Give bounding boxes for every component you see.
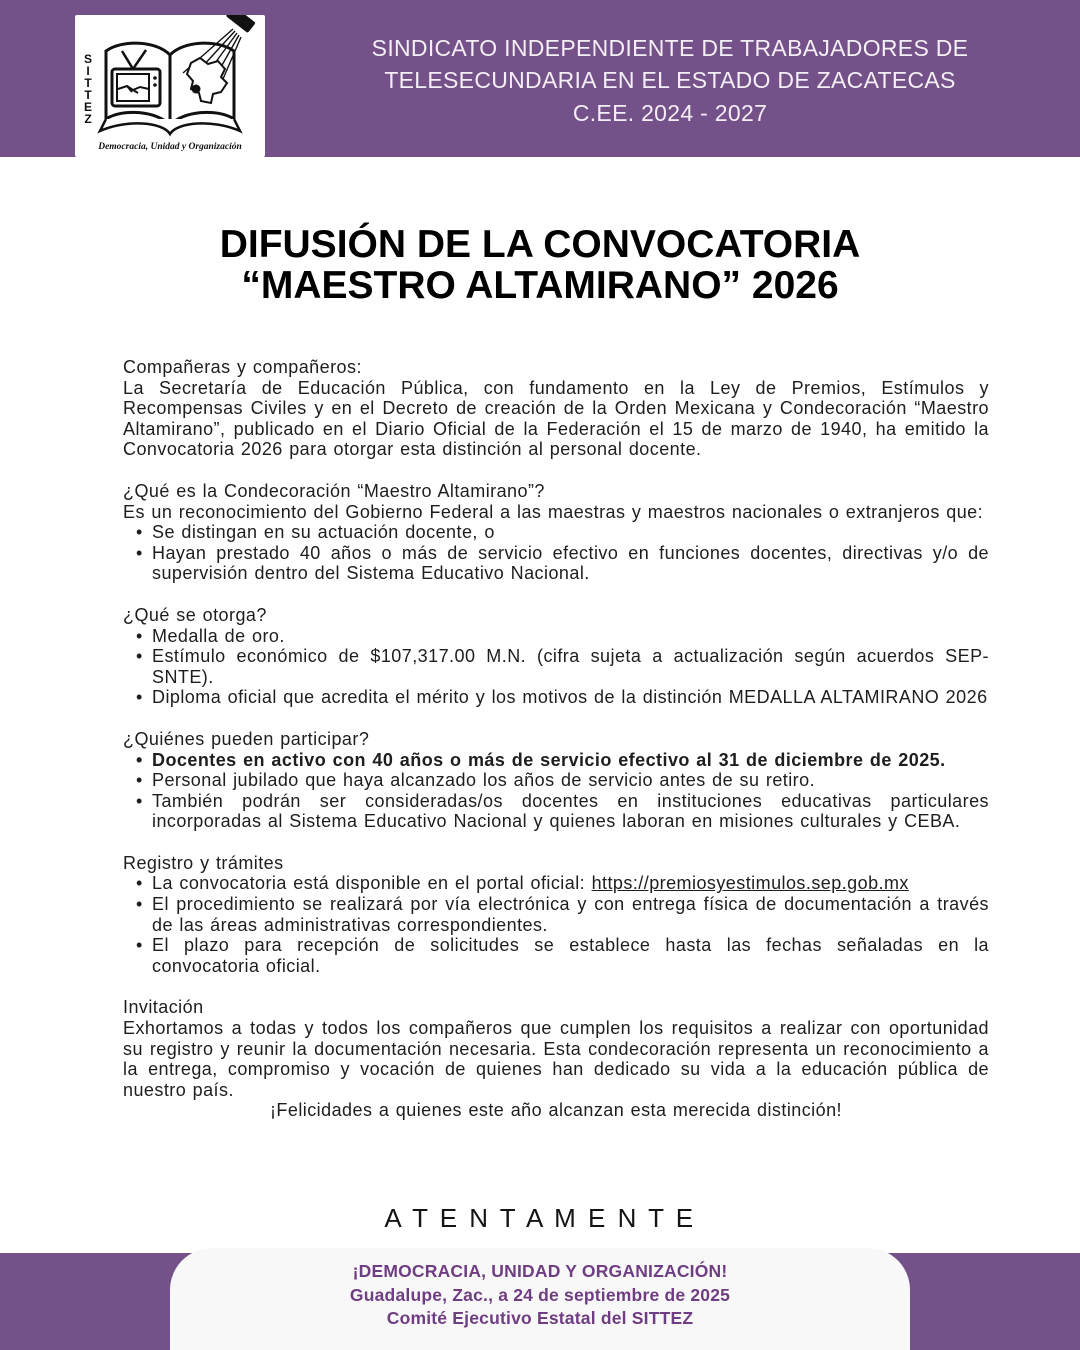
closing-line: A T E N T A M E N T E: [384, 1203, 696, 1233]
section-heading-what-is: ¿Qué es la Condecoración “Maestro Altamirano”?: [123, 480, 545, 501]
org-name-line2: TELESECUNDARIA EN EL ESTADO DE ZACATECAS: [384, 67, 956, 94]
registration-section: [123, 853, 989, 977]
bullet-item-portal: [123, 873, 989, 894]
bullet-item-active-teachers: • Docentes en activo con 40 años o más de servicio efectivo al 31 de diciembre de 2025.: [123, 750, 989, 771]
salutation: Compañeras y compañeros:: [123, 357, 362, 377]
who-participate-section: [123, 729, 989, 832]
logo-motto: Democracia, Unidad y Organización: [98, 142, 242, 152]
bullet-item: • Hayan prestado 40 años o más de servicio efectivo en funciones docentes, directivas y/o de supervisión dentro del Sistema Educativo Nacional.: [123, 543, 989, 584]
logo-acronym-letter: E: [83, 100, 93, 114]
document-title-line2: “MAESTRO ALTAMIRANO” 2026: [241, 264, 839, 307]
footer-dateline: Guadalupe, Zac., a 24 de septiembre de 2025: [349, 1284, 731, 1305]
section-heading-who-participate: ¿Quiénes pueden participar?: [123, 728, 370, 749]
logo-acronym-letter: Z: [84, 112, 92, 126]
bullet-item: • Se distingan en su actuación docente, o: [123, 522, 989, 543]
organization-name: [290, 0, 1050, 157]
what-granted-list: [123, 626, 989, 708]
document-title: [0, 224, 1080, 306]
portal-link[interactable]: https://premiosyestimulos.sep.gob.mx: [591, 873, 909, 894]
who-participate-list: [123, 750, 989, 832]
intro-section: [123, 357, 989, 460]
invitation-section: [123, 997, 989, 1121]
logo-acronym-letter: I: [86, 64, 90, 78]
bullet-item: • Personal jubilado que haya alcanzado los años de servicio antes de su retiro.: [123, 770, 989, 791]
registration-list: [123, 873, 989, 976]
bullet-item: • Medalla de oro.: [123, 626, 989, 647]
what-is-section: [123, 481, 989, 584]
what-is-intro: Es un reconocimiento del Gobierno Federal a las maestras y maestros nacionales o extranjeros que:: [123, 501, 984, 522]
logo-acronym-letter: S: [83, 52, 93, 66]
document-title-line1: DIFUSIÓN DE LA CONVOCATORIA: [219, 223, 861, 266]
footer-committee: Comité Ejecutivo Estatal del SITTEZ: [386, 1308, 694, 1328]
bullet-item: • El plazo para recepción de solicitudes se establece hasta las fechas señaladas en la convocatoria oficial.: [123, 935, 989, 976]
portal-text: La convocatoria está disponible en el portal oficial:: [152, 873, 592, 894]
logo-acronym: [84, 52, 92, 126]
org-name-line1: SINDICATO INDEPENDIENTE DE TRABAJADORES DE: [371, 34, 969, 61]
bullet-item: • También podrán ser consideradas/os docentes en instituciones educativas particulares incorporadas al Sistema Educativo Nacional y quienes laboran en misiones culturales y CEBA.: [123, 791, 989, 832]
committee-term: C.EE. 2024 - 2027: [572, 99, 768, 126]
invitation-paragraph: Exhortamos a todas y todos los compañeros que cumplen los requisitos a realizar con oportunidad su registro y reunir la documentación necesaria. Esta condecoración representa un reconocimiento a la entrega, compromiso y vocación de quienes han dedicado su vida a la educación pública de nuestro país.: [123, 1018, 989, 1100]
section-heading-invitation: Invitación: [123, 997, 204, 1018]
bullet-item: • Diploma oficial que acredita el mérito y los motivos de la distinción MEDALLA ALTAMIRANO 2026: [123, 687, 989, 708]
section-heading-what-granted: ¿Qué se otorga?: [123, 604, 267, 625]
what-is-list: [123, 522, 989, 584]
logo-acronym-letter: T: [84, 76, 92, 90]
what-granted-section: [123, 605, 989, 708]
sittez-logo: [75, 15, 265, 157]
document-body: [123, 357, 989, 1142]
congrats-line: ¡Felicidades a quienes este año alcanzan esta merecida distinción!: [269, 1100, 842, 1121]
section-heading-registration: Registro y trámites: [123, 852, 284, 873]
logo-acronym-letter: T: [84, 88, 92, 102]
footer-slogan: ¡DEMOCRACIA, UNIDAD Y ORGANIZACIÓN!: [352, 1261, 728, 1281]
sittez-logo-graphic: [75, 15, 265, 157]
intro-paragraph: La Secretaría de Educación Pública, con fundamento en la Ley de Premios, Estímulos y Recompensas Civiles y en el Decreto de creación de la Orden Mexicana y Condecoración “Maestro Altamirano”, publicado en el Diario Oficial de la Federación el 15 de marzo de 1940, ha emitido la Convocatoria 2026 para otorgar esta distinción al personal docente.: [123, 377, 989, 460]
bullet-item: • El procedimiento se realizará por vía electrónica y con entrega física de documentación a través de las áreas administrativas correspondientes.: [123, 894, 989, 935]
header-band: [0, 0, 1080, 157]
bullet-item: • Estímulo económico de $107,317.00 M.N. (cifra sujeta a actualización según acuerdos SEP-SNTE).: [123, 646, 989, 687]
footer-signature-box: [170, 1248, 910, 1350]
